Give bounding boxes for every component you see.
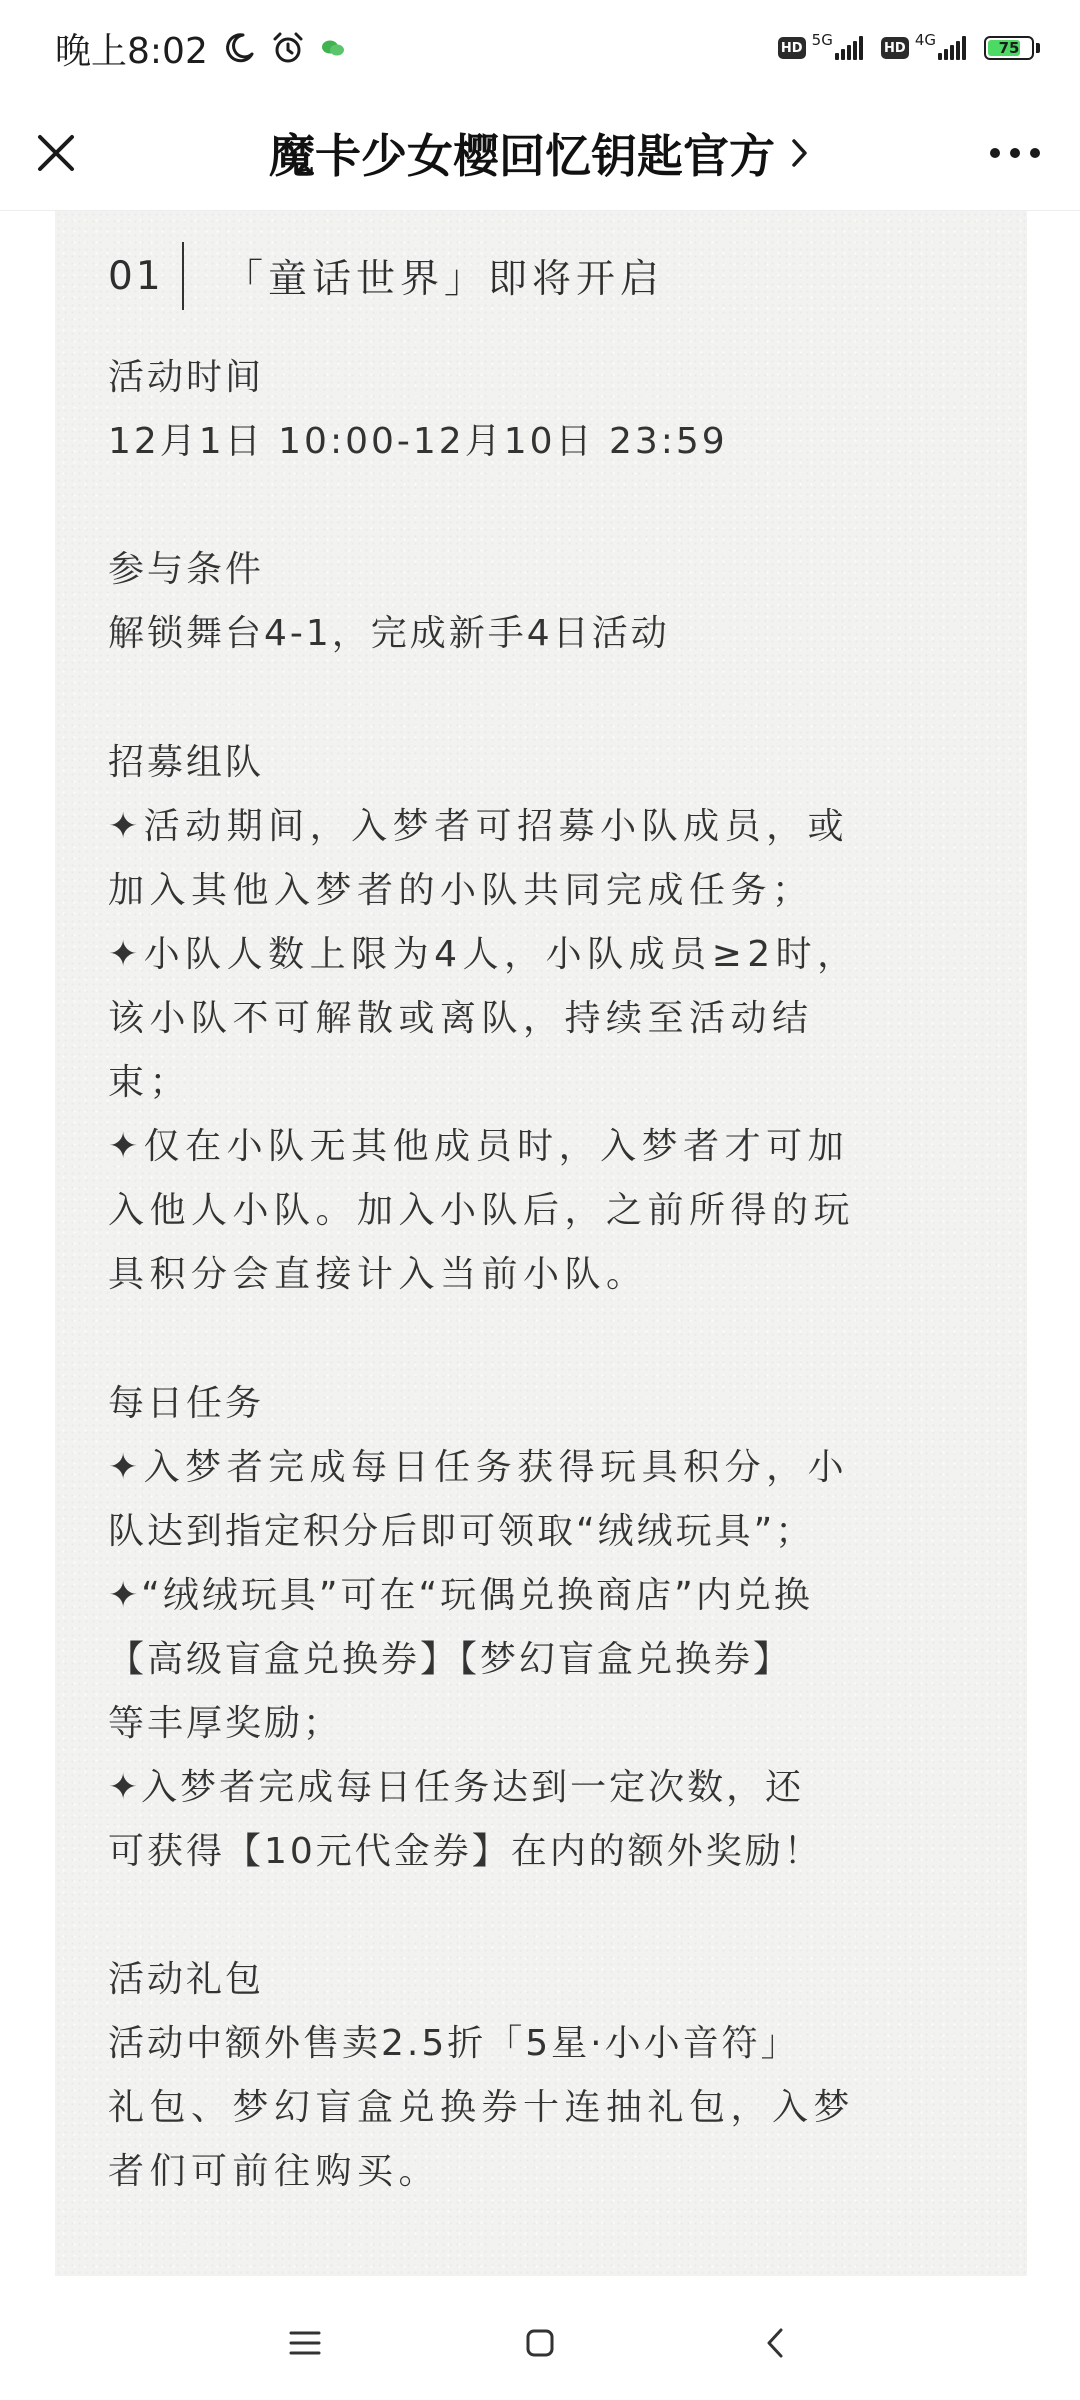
requirement-value: 解锁舞台4-1，完成新手4日活动 bbox=[108, 613, 670, 654]
section-divider bbox=[182, 242, 184, 310]
paragraph-line: 该小队不可解散或离队，持续至活动结 bbox=[108, 998, 814, 1039]
home-icon bbox=[524, 2327, 556, 2359]
page-title: 魔卡少女樱回忆钥匙官方 bbox=[269, 129, 775, 183]
more-icon bbox=[987, 145, 1043, 161]
status-time: 晚上8:02 bbox=[55, 30, 208, 72]
wechat-icon bbox=[320, 37, 346, 59]
requirement-label: 参与条件 bbox=[108, 549, 265, 590]
event-time-value: 12月1日 10:00-12月10日 23:59 bbox=[108, 421, 728, 462]
section-header bbox=[108, 241, 938, 311]
section-title: 「童话世界」即将开启 bbox=[224, 257, 665, 302]
paragraph-line: 入他人小队。加入小队后，之前所得的玩 bbox=[108, 1190, 856, 1231]
back-button[interactable] bbox=[730, 2308, 820, 2378]
paragraph-line: 者们可前往购买。 bbox=[108, 2151, 441, 2192]
paragraph-line: 加入其他入梦者的小队共同完成任务； bbox=[108, 870, 814, 911]
paragraph-line: 可获得【10元代金券】在内的额外奖励！ bbox=[108, 1831, 823, 1872]
gift-pack-label: 活动礼包 bbox=[108, 1959, 265, 2000]
event-time-label: 活动时间 bbox=[108, 357, 265, 398]
more-button[interactable] bbox=[980, 125, 1050, 181]
hd-icon: HD bbox=[778, 37, 806, 59]
account-title-link[interactable] bbox=[200, 115, 880, 191]
moon-icon bbox=[222, 31, 256, 65]
paragraph-line: ✦入梦者完成每日任务获得玩具积分，小 bbox=[108, 1447, 850, 1488]
alarm-icon bbox=[270, 30, 306, 66]
chevron-right-icon bbox=[789, 135, 811, 171]
signal-icon bbox=[938, 36, 968, 60]
header bbox=[0, 95, 1080, 211]
paragraph-line: 礼包、梦幻盲盒兑换券十连抽礼包，入梦 bbox=[108, 2087, 856, 2128]
status-right bbox=[778, 26, 1040, 70]
status-bar bbox=[0, 0, 1080, 95]
paragraph-line: ✦“绒绒玩具”可在“玩偶兑换商店”内兑换 bbox=[108, 1575, 813, 1616]
close-icon bbox=[34, 131, 78, 175]
status-left bbox=[55, 22, 346, 74]
paragraph-line: ✦小队人数上限为4人，小队成员≥2时， bbox=[108, 934, 859, 975]
daily-task-label: 每日任务 bbox=[108, 1383, 265, 1424]
paragraph-line: 活动中额外售卖2.5折「5星·小小音符」 bbox=[108, 2023, 800, 2064]
paragraph-line: ✦活动期间，入梦者可招募小队成员，或 bbox=[108, 806, 850, 847]
home-button[interactable] bbox=[495, 2308, 585, 2378]
paragraph-line: ✦仅在小队无其他成员时，入梦者才可加 bbox=[108, 1126, 850, 1167]
paragraph-line: 束； bbox=[108, 1062, 192, 1103]
hd-icon: HD bbox=[881, 37, 909, 59]
menu-icon bbox=[288, 2329, 322, 2357]
paragraph-line: 【高级盲盒兑换券】【梦幻盲盒兑换券】 bbox=[108, 1639, 793, 1680]
paragraph-line: ✦入梦者完成每日任务达到一定次数，还 bbox=[108, 1767, 805, 1808]
navigation-bar bbox=[0, 2286, 1080, 2400]
back-icon bbox=[763, 2326, 787, 2360]
paragraph-line: 等丰厚奖励； bbox=[108, 1703, 343, 1744]
signal-icon bbox=[835, 36, 865, 60]
battery-cap bbox=[1036, 43, 1040, 53]
network-label-5g: 5G bbox=[811, 30, 833, 49]
section-number: 01 bbox=[108, 253, 164, 299]
menu-button[interactable] bbox=[260, 2308, 350, 2378]
battery-level: 75 bbox=[998, 39, 1020, 57]
network-label-4g: 4G bbox=[914, 30, 936, 49]
paragraph-line: 具积分会直接计入当前小队。 bbox=[108, 1254, 648, 1295]
close-button[interactable] bbox=[28, 125, 84, 181]
team-recruit-label: 招募组队 bbox=[108, 742, 265, 783]
paragraph-line: 队达到指定积分后即可领取“绒绒玩具”； bbox=[108, 1511, 815, 1552]
battery-icon bbox=[984, 36, 1034, 60]
